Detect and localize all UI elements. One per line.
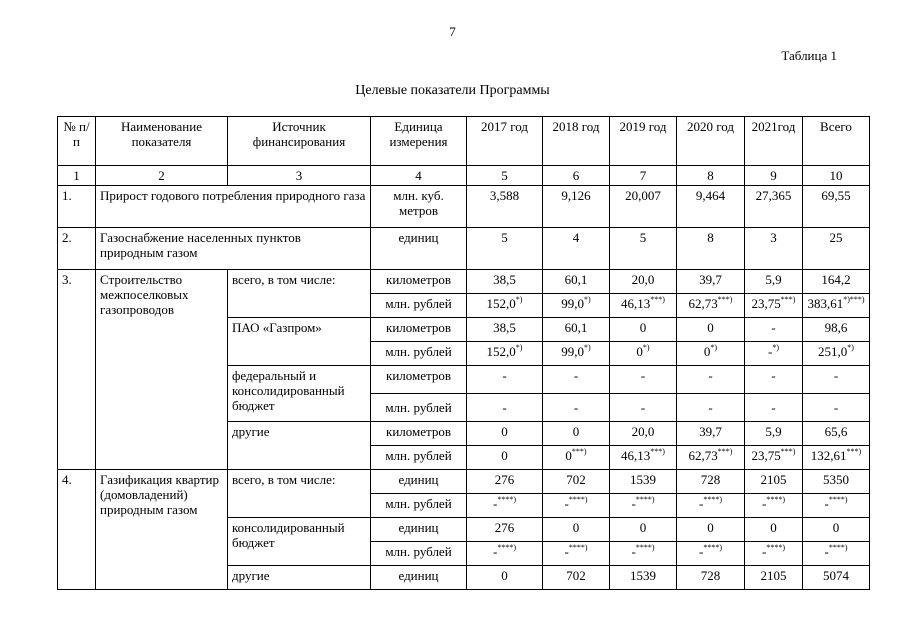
footnote-mark: *) bbox=[847, 343, 854, 352]
value-cell: 276 bbox=[467, 518, 543, 542]
value-cell bbox=[803, 494, 870, 518]
value-cell: 0 bbox=[467, 422, 543, 446]
value-cell: 728 bbox=[677, 470, 745, 494]
value-cell: 4 bbox=[543, 228, 610, 270]
header-cell: Единица измерения bbox=[371, 117, 467, 166]
value-cell bbox=[677, 294, 745, 318]
value-cell: 20,0 bbox=[610, 270, 677, 294]
value-cell: 5,9 bbox=[745, 422, 803, 446]
unit: единиц bbox=[371, 228, 467, 270]
value-cell bbox=[467, 294, 543, 318]
value: - bbox=[564, 496, 569, 511]
table-row bbox=[58, 186, 870, 228]
value-cell: 39,7 bbox=[677, 270, 745, 294]
unit: млн. рублей bbox=[371, 542, 467, 566]
footnote-mark: ****) bbox=[635, 543, 655, 552]
value-cell bbox=[610, 294, 677, 318]
value: 46,13 bbox=[621, 448, 651, 463]
value: - bbox=[767, 344, 773, 359]
value-cell: 69,55 bbox=[803, 186, 870, 228]
footnote-mark: ****) bbox=[766, 495, 785, 504]
value: - bbox=[492, 544, 498, 559]
funding-source: ПАО «Газпром» bbox=[228, 318, 371, 366]
unit: единиц bbox=[371, 518, 467, 542]
value-cell: - bbox=[745, 318, 803, 342]
value-cell: - bbox=[745, 394, 803, 422]
value-cell: 5 bbox=[467, 228, 543, 270]
value-cell: 1539 bbox=[610, 470, 677, 494]
column-number: 9 bbox=[745, 166, 803, 186]
footnote-mark: *) bbox=[710, 343, 718, 352]
funding-source: консолидированный бюджет bbox=[228, 518, 371, 566]
value-cell: 0 bbox=[543, 422, 610, 446]
value-cell bbox=[745, 494, 803, 518]
footnote-mark: ***) bbox=[650, 447, 665, 456]
page-number: 7 bbox=[449, 24, 456, 39]
value-cell: 2105 bbox=[745, 470, 803, 494]
header-cell: 2018 год bbox=[543, 117, 610, 166]
value-cell: 38,5 bbox=[467, 270, 543, 294]
unit: млн. рублей bbox=[371, 294, 467, 318]
row-number: 3. bbox=[58, 270, 96, 470]
value-cell bbox=[543, 294, 610, 318]
footnote-mark: ***) bbox=[780, 295, 796, 304]
value-cell: 65,6 bbox=[803, 422, 870, 446]
header-cell: Наименование показателя bbox=[96, 117, 228, 166]
value: 23,75 bbox=[751, 448, 781, 463]
indicator-name: Газоснабжение населенных пунктов природным газом bbox=[96, 228, 371, 270]
value-cell bbox=[677, 542, 745, 566]
value-cell: - bbox=[543, 394, 610, 422]
column-number-row bbox=[58, 166, 870, 186]
value-cell bbox=[803, 446, 870, 470]
value: 0 bbox=[703, 344, 711, 359]
value-cell bbox=[677, 494, 745, 518]
footnote-mark: ****) bbox=[703, 495, 722, 504]
value-cell bbox=[803, 542, 870, 566]
value-cell: 702 bbox=[543, 566, 610, 590]
value: - bbox=[631, 496, 636, 511]
value: - bbox=[631, 544, 636, 559]
value-cell: - bbox=[610, 394, 677, 422]
value-cell: - bbox=[745, 366, 803, 394]
unit: млн. рублей bbox=[371, 494, 467, 518]
value-cell bbox=[543, 446, 610, 470]
value: 0 bbox=[565, 448, 572, 463]
unit: километров bbox=[371, 270, 467, 294]
value-cell: 0 bbox=[803, 518, 870, 542]
value-cell: 5074 bbox=[803, 566, 870, 590]
header-cell: 2019 год bbox=[610, 117, 677, 166]
value-cell bbox=[610, 342, 677, 366]
value-cell: 60,1 bbox=[543, 318, 610, 342]
footnote-mark: ***) bbox=[846, 447, 862, 456]
value-cell: - bbox=[677, 366, 745, 394]
table-title: Целевые показатели Программы bbox=[355, 83, 550, 98]
value-cell bbox=[610, 542, 677, 566]
value-cell: 60,1 bbox=[543, 270, 610, 294]
value-cell bbox=[467, 542, 543, 566]
value: - bbox=[698, 496, 704, 511]
table-row bbox=[58, 228, 870, 270]
value: - bbox=[761, 496, 767, 511]
value-cell: 38,5 bbox=[467, 318, 543, 342]
footnote-mark: ****) bbox=[703, 543, 722, 552]
column-number: 4 bbox=[371, 166, 467, 186]
value-cell: 9,126 bbox=[543, 186, 610, 228]
value-cell: 0 bbox=[543, 518, 610, 542]
footnote-mark: *) bbox=[772, 343, 779, 352]
value-cell bbox=[467, 494, 543, 518]
value: 62,73 bbox=[688, 448, 718, 463]
row-number: 2. bbox=[58, 228, 96, 270]
column-number: 7 bbox=[610, 166, 677, 186]
value-cell: 98,6 bbox=[803, 318, 870, 342]
value-cell bbox=[543, 494, 610, 518]
value: - bbox=[698, 544, 704, 559]
value: 152,0 bbox=[486, 344, 516, 359]
value-cell: 8 bbox=[677, 228, 745, 270]
value-cell bbox=[677, 446, 745, 470]
value-cell bbox=[610, 446, 677, 470]
column-number: 6 bbox=[543, 166, 610, 186]
footnote-mark: ****) bbox=[766, 543, 785, 552]
header-row bbox=[58, 117, 870, 166]
value: 132,61 bbox=[810, 448, 847, 463]
column-number: 5 bbox=[467, 166, 543, 186]
value-cell: 39,7 bbox=[677, 422, 745, 446]
value-cell: 276 bbox=[467, 470, 543, 494]
footnote-mark: *) bbox=[515, 295, 523, 304]
value: 0 bbox=[636, 344, 643, 359]
unit: единиц bbox=[371, 566, 467, 590]
value-cell: 5 bbox=[610, 228, 677, 270]
footnote-mark: ****) bbox=[497, 495, 516, 504]
value-cell bbox=[745, 446, 803, 470]
value-cell bbox=[745, 342, 803, 366]
value-cell: 25 bbox=[803, 228, 870, 270]
table-label: Таблица 1 bbox=[781, 48, 837, 63]
header-cell: Источник финансирования bbox=[228, 117, 371, 166]
footnote-mark: *)***) bbox=[843, 295, 865, 304]
indicator-name: Газификация квартир (домовладений) природным газом bbox=[96, 470, 228, 590]
value-cell bbox=[677, 342, 745, 366]
indicator-name: Строительство межпоселковых газопроводов bbox=[96, 270, 228, 470]
value: - bbox=[824, 544, 829, 559]
footnote-mark: ****) bbox=[828, 543, 848, 552]
column-number: 8 bbox=[677, 166, 745, 186]
value: 46,13 bbox=[621, 296, 651, 311]
unit: млн. рублей bbox=[371, 394, 467, 422]
footnote-mark: ***) bbox=[571, 447, 587, 456]
value-cell: 0 bbox=[610, 518, 677, 542]
value-cell bbox=[467, 446, 543, 470]
unit: млн. рублей bbox=[371, 342, 467, 366]
value-cell: 702 bbox=[543, 470, 610, 494]
value: 0 bbox=[501, 448, 508, 463]
value-cell bbox=[543, 342, 610, 366]
value-cell bbox=[467, 342, 543, 366]
footnote-mark: ****) bbox=[568, 495, 588, 504]
footnote-mark: ****) bbox=[828, 495, 848, 504]
value-cell: - bbox=[803, 366, 870, 394]
value-cell: - bbox=[467, 394, 543, 422]
value-cell: - bbox=[467, 366, 543, 394]
value-cell: 0 bbox=[677, 518, 745, 542]
value-cell: 5350 bbox=[803, 470, 870, 494]
footnote-mark: ***) bbox=[650, 295, 665, 304]
unit: единиц bbox=[371, 470, 467, 494]
unit: млн. рублей bbox=[371, 446, 467, 470]
value: 152,0 bbox=[486, 296, 516, 311]
header-cell: 2017 год bbox=[467, 117, 543, 166]
funding-source: всего, в том числе: bbox=[228, 270, 371, 318]
footnote-mark: ***) bbox=[717, 295, 733, 304]
value-cell: 2105 bbox=[745, 566, 803, 590]
funding-source: федеральный и консолидированный бюджет bbox=[228, 366, 371, 422]
value-cell bbox=[803, 294, 870, 318]
value-cell: - bbox=[803, 394, 870, 422]
header-cell: Всего bbox=[803, 117, 870, 166]
header-cell: № п/п bbox=[58, 117, 96, 166]
value-cell: 0 bbox=[467, 566, 543, 590]
footnote-mark: ****) bbox=[568, 543, 588, 552]
funding-source: другие bbox=[228, 422, 371, 470]
value: 62,73 bbox=[688, 296, 718, 311]
funding-source: другие bbox=[228, 566, 371, 590]
value-cell: 1539 bbox=[610, 566, 677, 590]
unit: километров bbox=[371, 422, 467, 446]
value-cell: 27,365 bbox=[745, 186, 803, 228]
value-cell bbox=[543, 542, 610, 566]
value: - bbox=[564, 544, 569, 559]
value: - bbox=[824, 496, 829, 511]
unit: километров bbox=[371, 366, 467, 394]
value-cell bbox=[745, 294, 803, 318]
indicator-name: Прирост годового потребления природного газа bbox=[96, 186, 371, 228]
value: 99,0 bbox=[561, 344, 585, 359]
header-cell: 2021год bbox=[745, 117, 803, 166]
footnote-mark: ****) bbox=[497, 543, 516, 552]
value: - bbox=[492, 496, 498, 511]
value: 23,75 bbox=[751, 296, 781, 311]
value: 251,0 bbox=[818, 344, 848, 359]
table-row bbox=[58, 270, 870, 294]
column-number: 2 bbox=[96, 166, 228, 186]
footnote-mark: ****) bbox=[635, 495, 655, 504]
value-cell: 164,2 bbox=[803, 270, 870, 294]
footnote-mark: ***) bbox=[717, 447, 733, 456]
value-cell: 0 bbox=[745, 518, 803, 542]
value-cell: 9,464 bbox=[677, 186, 745, 228]
column-number: 10 bbox=[803, 166, 870, 186]
column-number: 3 bbox=[228, 166, 371, 186]
value: 99,0 bbox=[561, 296, 585, 311]
table-row bbox=[58, 470, 870, 494]
unit: километров bbox=[371, 318, 467, 342]
value-cell: 3,588 bbox=[467, 186, 543, 228]
value-cell bbox=[803, 342, 870, 366]
value: - bbox=[761, 544, 767, 559]
targets-table bbox=[57, 116, 870, 590]
footnote-mark: *) bbox=[642, 343, 650, 352]
value-cell: 20,007 bbox=[610, 186, 677, 228]
row-number: 1. bbox=[58, 186, 96, 228]
footnote-mark: ***) bbox=[780, 447, 796, 456]
funding-source: всего, в том числе: bbox=[228, 470, 371, 518]
footnote-mark: *) bbox=[584, 295, 591, 304]
unit: млн. куб. метров bbox=[371, 186, 467, 228]
value-cell: - bbox=[543, 366, 610, 394]
footnote-mark: *) bbox=[515, 343, 523, 352]
value-cell: 20,0 bbox=[610, 422, 677, 446]
footnote-mark: *) bbox=[584, 343, 591, 352]
row-number: 4. bbox=[58, 470, 96, 590]
value-cell bbox=[745, 542, 803, 566]
value-cell: - bbox=[610, 366, 677, 394]
header-cell: 2020 год bbox=[677, 117, 745, 166]
value-cell: 0 bbox=[610, 318, 677, 342]
value-cell: 0 bbox=[677, 318, 745, 342]
value-cell: 5,9 bbox=[745, 270, 803, 294]
value-cell: 728 bbox=[677, 566, 745, 590]
column-number: 1 bbox=[58, 166, 96, 186]
value-cell: - bbox=[677, 394, 745, 422]
value-cell: 3 bbox=[745, 228, 803, 270]
value-cell bbox=[610, 494, 677, 518]
value: 383,61 bbox=[807, 296, 844, 311]
